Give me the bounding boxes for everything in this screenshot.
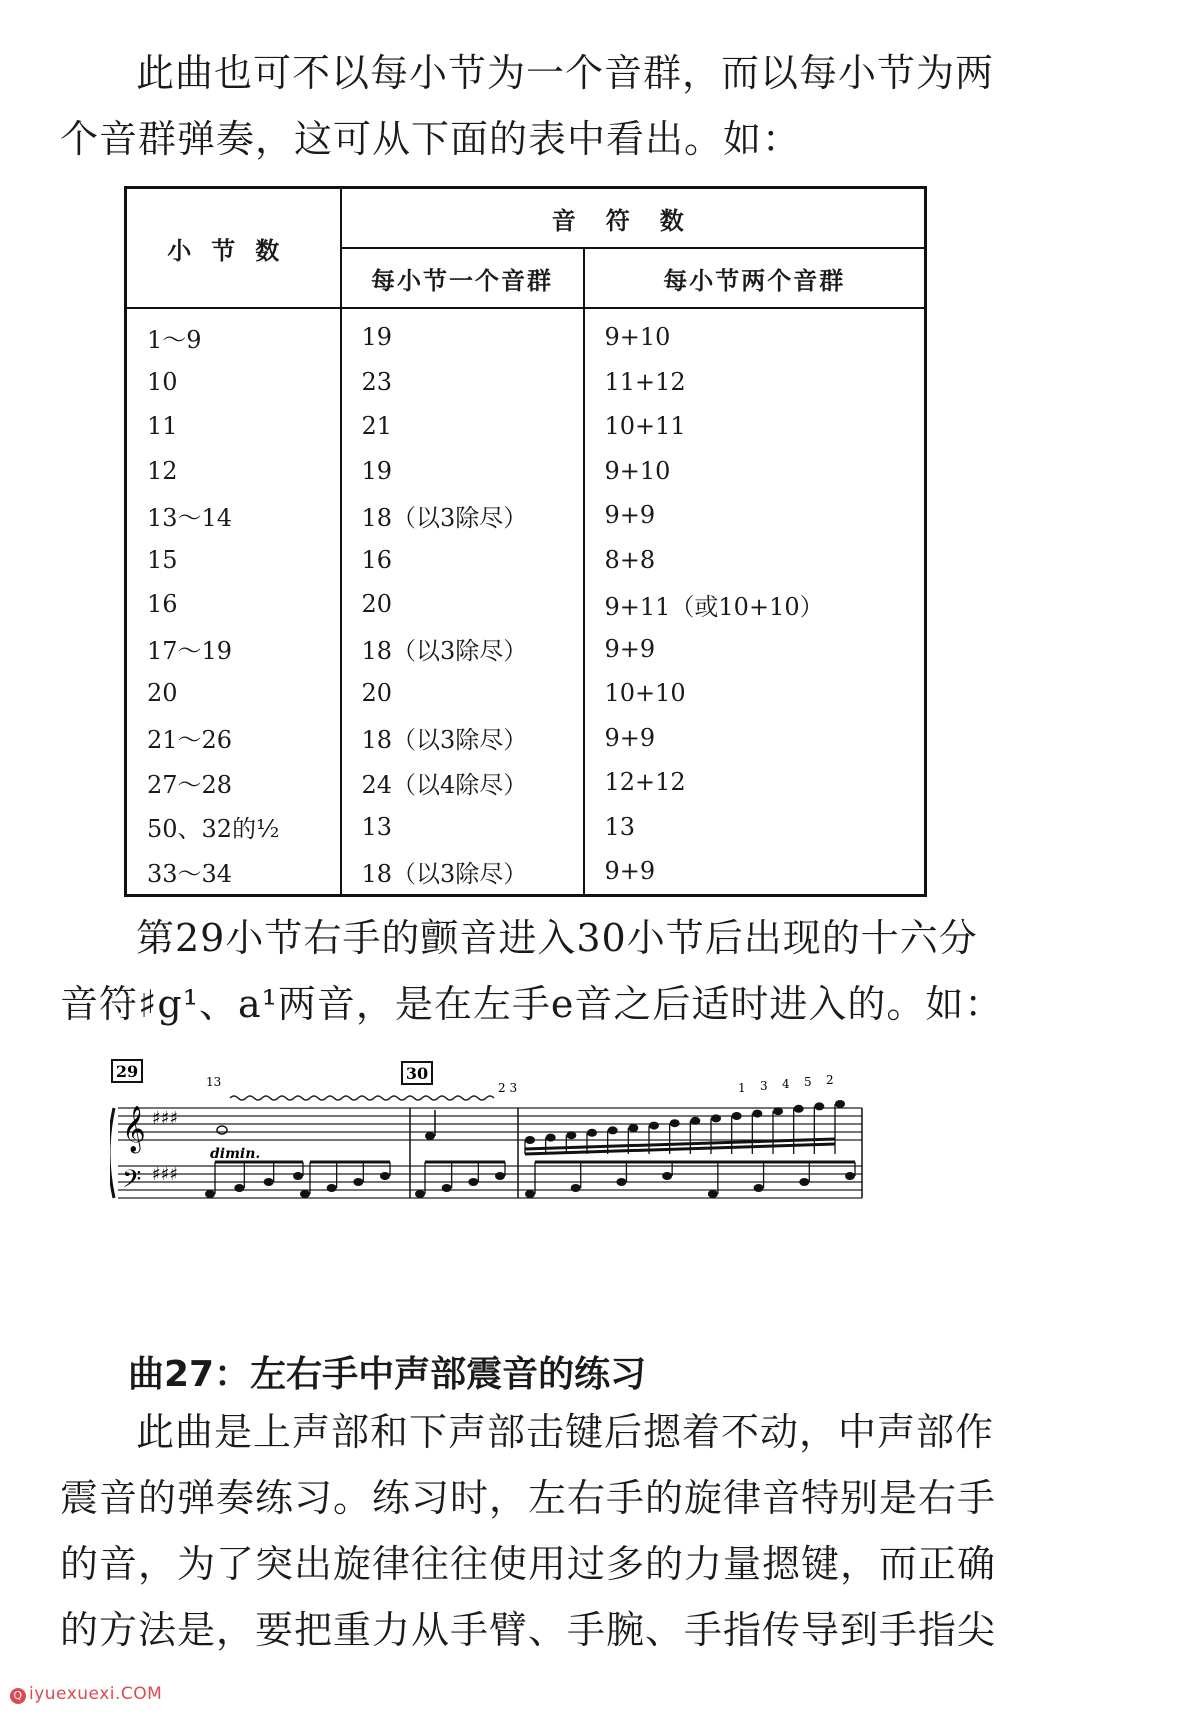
treble-staff: [118, 1108, 862, 1140]
bars-cell: 50、32的½: [126, 805, 341, 850]
run-note: [649, 1122, 659, 1130]
bar-30-label: 30: [405, 1064, 429, 1083]
bass-note: [662, 1172, 672, 1180]
run-note: [711, 1114, 721, 1122]
run-fingering: 1: [738, 1081, 746, 1095]
bass-note: [799, 1178, 809, 1186]
one-group-cell: 18（以3除尽）: [341, 849, 584, 895]
bass-note: [234, 1184, 244, 1192]
bars-cell: 11: [126, 404, 341, 449]
bars-cell: 10: [126, 360, 341, 405]
bass-note: [264, 1178, 274, 1186]
run-note: [670, 1119, 680, 1127]
bars-cell: 21～26: [126, 716, 341, 761]
two-groups-cell: 9+9: [584, 627, 926, 672]
one-group-cell: 18（以3除尽）: [341, 716, 584, 761]
third-paragraph: [60, 1399, 1100, 1663]
run-note: [814, 1102, 824, 1110]
bar-count-header: 小节数: [126, 188, 341, 309]
bass-note: [327, 1184, 337, 1192]
two-groups-cell: 12+12: [584, 760, 926, 805]
site-watermark: [10, 1684, 162, 1704]
run-fingering: 5: [804, 1075, 812, 1089]
bass-note: [442, 1184, 452, 1192]
run-note: [690, 1117, 700, 1125]
bars-cell: 13～14: [126, 493, 341, 538]
music-score-excerpt: [110, 1058, 870, 1208]
table-row: [126, 760, 926, 805]
two-groups-cell: 9+9: [584, 493, 926, 538]
run-note: [546, 1134, 556, 1142]
trill-line: [230, 1096, 494, 1100]
two-groups-cell: 9+10: [584, 308, 926, 360]
table-body: [126, 308, 926, 895]
bass-note: [468, 1178, 478, 1186]
one-group-cell: 16: [341, 538, 584, 583]
watermark-logo-icon: Q: [10, 1688, 26, 1704]
two-groups-cell: 8+8: [584, 538, 926, 583]
table-row: [126, 538, 926, 583]
treble-notes: [217, 1110, 435, 1140]
bass-note: [708, 1190, 718, 1198]
one-group-cell: 24（以4除尽）: [341, 760, 584, 805]
bass-note: [353, 1178, 363, 1186]
bass-note: [300, 1190, 310, 1198]
note-count-table: [124, 186, 927, 897]
section-heading: 曲27：左右手中声部震音的练习: [128, 1354, 647, 1395]
bars-cell: 27～28: [126, 760, 341, 805]
run-note: [835, 1100, 845, 1108]
treble-clef-icon: 𝄞: [122, 1106, 146, 1152]
table-row: [126, 716, 926, 761]
two-groups-cell: 10+11: [584, 404, 926, 449]
table-row: [126, 493, 926, 538]
bass-note: [495, 1172, 505, 1180]
two-groups-cell: 11+12: [584, 360, 926, 405]
bass-note: [571, 1184, 581, 1192]
third-line-3: 的音，为了突出旋律往往使用过多的力量摁键，而正确: [60, 1542, 997, 1586]
bars-cell: 12: [126, 449, 341, 494]
run-note: [752, 1110, 762, 1118]
one-group-cell: 20: [341, 582, 584, 627]
third-line-1: 此曲是上声部和下声部击键后摁着不动，中声部作: [136, 1410, 995, 1454]
run-note: [794, 1105, 804, 1113]
run-note: [628, 1124, 638, 1132]
bass-note: [205, 1190, 215, 1198]
run-note: [732, 1112, 742, 1120]
one-group-cell: 19: [341, 449, 584, 494]
two-groups-cell: 10+10: [584, 671, 926, 716]
one-group-cell: 18（以3除尽）: [341, 493, 584, 538]
dynamic-marking: dimin.: [210, 1146, 261, 1162]
bass-staff: [118, 1166, 862, 1198]
key-signature-sharps-bass: ♯♯♯: [152, 1164, 179, 1185]
table-row: [126, 404, 926, 449]
bars-cell: 17～19: [126, 627, 341, 672]
bass-note: [616, 1178, 626, 1186]
table-row: [126, 449, 926, 494]
sixteenth-note-run: [525, 1073, 845, 1154]
note-count-header: 音符数: [341, 188, 926, 249]
table-row: [126, 308, 926, 360]
bass-note: [754, 1184, 764, 1192]
bars-cell: 20: [126, 671, 341, 716]
two-groups-cell: 9+9: [584, 716, 926, 761]
intro-line-2: 个音群弹奏，这可从下面的表中看出。如：: [60, 117, 802, 161]
table-row: [126, 360, 926, 405]
two-groups-cell: 9+9: [584, 849, 926, 895]
bar-29-label: 29: [115, 1062, 139, 1081]
two-groups-header: 每小节两个音群: [584, 248, 926, 308]
bass-clef-icon: 𝄢: [122, 1165, 142, 1200]
one-group-cell: 18（以3除尽）: [341, 627, 584, 672]
two-groups-cell: 9+10: [584, 449, 926, 494]
bars-cell: 15: [126, 538, 341, 583]
bars-cell: 16: [126, 582, 341, 627]
run-note: [566, 1131, 576, 1139]
one-group-header: 每小节一个音群: [341, 248, 584, 308]
bars-cell: 1～9: [126, 308, 341, 360]
two-groups-cell: 13: [584, 805, 926, 850]
run-fingering: 2: [826, 1073, 834, 1087]
second-paragraph: [60, 905, 1100, 1037]
third-line-4: 的方法是，要把重力从手臂、手腕、手指传导到手指尖: [60, 1608, 997, 1652]
run-note: [773, 1107, 783, 1115]
bass-note: [845, 1172, 855, 1180]
one-group-cell: 20: [341, 671, 584, 716]
key-signature-sharps-treble: ♯♯♯: [152, 1108, 179, 1129]
brace: [110, 1108, 114, 1198]
run-fingering: 4: [782, 1077, 790, 1091]
two-groups-cell: 9+11（或10+10）: [584, 582, 926, 627]
run-fingering: 3: [760, 1079, 768, 1093]
bass-note: [293, 1172, 303, 1180]
table-row: [126, 805, 926, 850]
run-note: [525, 1136, 535, 1144]
intro-line-1: 此曲也可不以每小节为一个音群，而以每小节为两: [136, 51, 995, 95]
run-note: [587, 1129, 597, 1137]
fingering-13: 13: [206, 1075, 222, 1089]
watermark-text: iyuexuexi.COM: [29, 1684, 163, 1704]
one-group-cell: 23: [341, 360, 584, 405]
one-group-cell: 13: [341, 805, 584, 850]
fingering-2-3: 2 3: [498, 1081, 518, 1095]
one-group-cell: 19: [341, 308, 584, 360]
bars-cell: 33～34: [126, 849, 341, 895]
intro-paragraph: [60, 40, 1100, 172]
table-row: [126, 627, 926, 672]
bass-notes: [205, 1162, 855, 1198]
bass-note: [380, 1172, 390, 1180]
bass-note: [525, 1190, 535, 1198]
one-group-cell: 21: [341, 404, 584, 449]
table-row: [126, 582, 926, 627]
table-row: [126, 849, 926, 895]
bass-note: [415, 1190, 425, 1198]
second-line-1: 第29小节右手的颤音进入30小节后出现的十六分: [136, 916, 978, 960]
table-row: [126, 671, 926, 716]
second-line-2: 音符♯g¹、a¹两音，是在左手e音之后适时进入的。如：: [60, 982, 1004, 1026]
run-note: [608, 1126, 618, 1134]
third-line-2: 震音的弹奏练习。练习时，左右手的旋律音特别是右手: [60, 1476, 997, 1520]
